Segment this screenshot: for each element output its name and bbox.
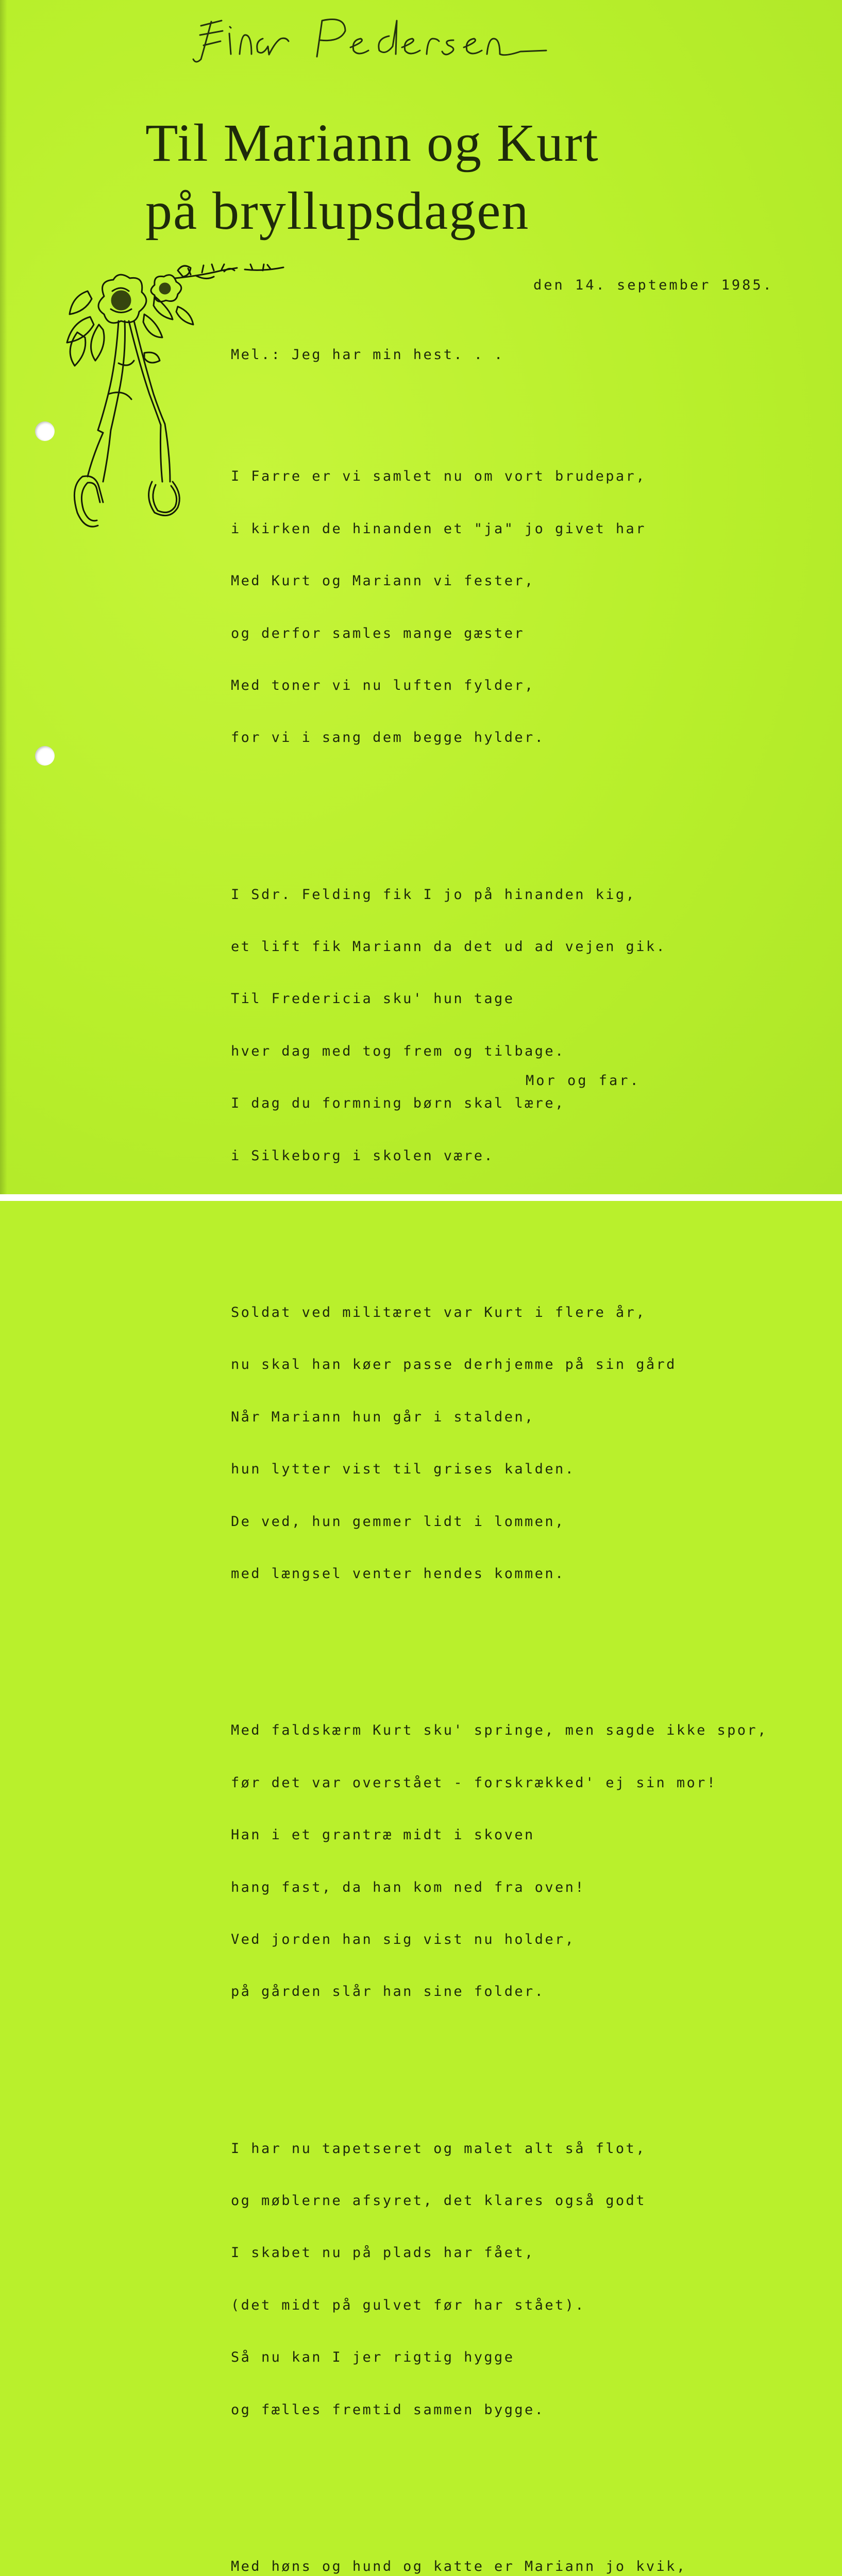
stanza: [231, 851, 768, 1199]
stanza: [231, 1687, 768, 2036]
poem-line: I skabet nu på plads har fået,: [231, 2245, 535, 2261]
poem-line: Med faldskærm Kurt sku' springe, men sagde ikke spor,: [231, 1722, 768, 1739]
title-line-1: Til Mariann og Kurt: [145, 113, 599, 173]
poem-line: Med høns og hund og katte er Mariann jo kvik,: [231, 2558, 687, 2575]
poem-line: I Farre er vi samlet nu om vort brudepar,: [231, 468, 646, 485]
poem-line: Soldat ved militæret var Kurt i flere år,: [231, 1304, 646, 1321]
stanza: [231, 1269, 768, 1617]
poem-line: nu skal han køer passe derhjemme på sin gård: [231, 1357, 677, 1373]
poem-line: og fælles fremtid sammen bygge.: [231, 2401, 545, 2418]
poem-line: med længsel venter hendes kommen.: [231, 1565, 565, 1582]
poem-line: Så nu kan I jer rigtig hygge: [231, 2349, 515, 2366]
poem-line: I Sdr. Felding fik I jo på hinanden kig,: [231, 886, 636, 903]
handwritten-signature: [191, 10, 551, 67]
punch-hole: [35, 746, 55, 766]
poem-line: Med Kurt og Mariann vi fester,: [231, 573, 535, 589]
signoff: Mor og far.: [526, 1073, 641, 1089]
poem-line: og derfor samles mange gæster: [231, 625, 525, 641]
poem-line: I dag du formning børn skal lære,: [231, 1095, 565, 1112]
melody-note: Mel.: Jeg har min hest. . .: [231, 346, 504, 363]
poem-line: før det var overstået - forskrækked' ej sin mor!: [231, 1774, 717, 1791]
poem-line: hver dag med tog frem og tilbage.: [231, 1043, 565, 1059]
poem-line: (det midt på gulvet før har stået).: [231, 2297, 585, 2313]
poem-line: Ved jorden han sig vist nu holder,: [231, 1931, 576, 1947]
paper-edge-shadow: [0, 0, 7, 1201]
poem-line: i kirken de hinanden et "ja" jo givet har: [231, 520, 646, 537]
poem-line: et lift fik Mariann da det ud ad vejen gik.: [231, 939, 667, 955]
stanza: [231, 2105, 768, 2453]
poem-line: og møblerne afsyret, det klares også godt: [231, 2193, 646, 2209]
poem-line: De ved, hun gemmer lidt i lommen,: [231, 1513, 565, 1530]
poem-body: [231, 311, 768, 2576]
poem-line: Han i et grantræ midt i skoven: [231, 1827, 535, 1843]
poem-line: Når Mariann hun går i stalden,: [231, 1409, 535, 1425]
poem-line: i Silkeborg i skolen være.: [231, 1147, 495, 1164]
poem-line: Med toner vi nu luften fylder,: [231, 677, 535, 693]
punch-hole: [35, 421, 55, 441]
poem-line: hang fast, da han kom ned fra oven!: [231, 1879, 585, 1895]
stanza: [231, 2523, 768, 2576]
stanza: [231, 433, 768, 782]
title-line-2: på bryllupsdagen: [145, 181, 530, 241]
poem-line: for vi i sang dem begge hylder.: [231, 730, 545, 746]
poem-line: hun lytter vist til grises kalden.: [231, 1461, 576, 1478]
date-line: den 14. september 1985.: [533, 277, 773, 293]
poem-line: Til Fredericia sku' hun tage: [231, 991, 515, 1007]
poem-line: I har nu tapetseret og malet alt så flot,: [231, 2140, 646, 2157]
poem-title: [145, 109, 599, 245]
poem-line: på gården slår han sine folder.: [231, 1984, 545, 2000]
